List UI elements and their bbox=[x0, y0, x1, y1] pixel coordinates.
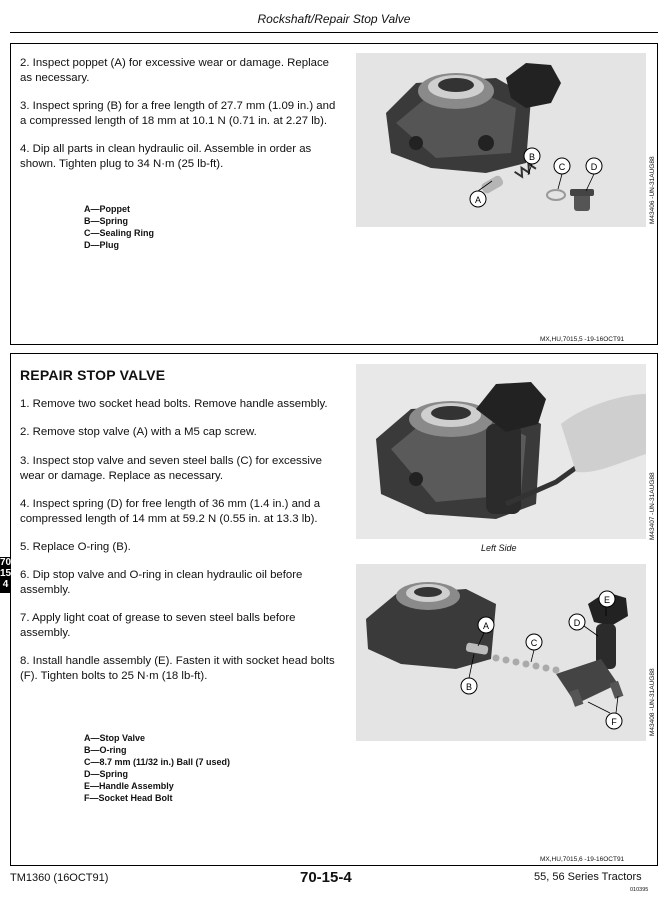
footer-code: 010395 bbox=[630, 887, 649, 893]
section-inspect-poppet bbox=[10, 43, 658, 345]
callout-d: D bbox=[590, 162, 598, 172]
figure-illustration bbox=[356, 564, 646, 741]
callout-d: D bbox=[573, 618, 581, 628]
step-3: 3. Inspect stop valve and seven steel balls (C) for excessive wear or damage. Replace as necessary. bbox=[20, 455, 322, 482]
step-5: 5. Replace O-ring (B). bbox=[20, 541, 131, 553]
legend-item: E—Handle Assembly bbox=[84, 781, 174, 791]
footer-model: 55, 56 Series Tractors bbox=[534, 871, 642, 883]
callout-a: A bbox=[482, 621, 490, 631]
step-3: 3. Inspect spring (B) for a free length of 27.7 mm (1.09 in.) and a compressed length of 18 mm at 10.1 N (0.71 in. at 2.27 lb). bbox=[20, 100, 336, 127]
tab-page: 4 bbox=[2, 579, 9, 590]
footer-manual-id: TM1360 (16OCT91) bbox=[10, 872, 109, 884]
step-1: 1. Remove two socket head bolts. Remove handle assembly. bbox=[20, 398, 328, 410]
step-2: 2. Remove stop valve (A) with a M5 cap screw. bbox=[20, 426, 257, 438]
step-2: 2. Inspect poppet (A) for excessive wear or damage. Replace as necessary. bbox=[20, 57, 329, 84]
step-6: 6. Dip stop valve and O-ring in clean hydraulic oil before assembly. bbox=[20, 569, 303, 596]
section2-legend bbox=[84, 732, 230, 804]
step-7: 7. Apply light coat of grease to seven steel balls before assembly. bbox=[20, 612, 296, 639]
section-title: REPAIR STOP VALVE bbox=[20, 367, 166, 383]
callout-c: C bbox=[558, 162, 566, 172]
step-4: 4. Inspect spring (D) for free length of 36 mm (1.4 in.) and a compressed length of 14 mm at 59.2 N (0.55 in. at 13.3 lb). bbox=[20, 498, 321, 525]
legend-item: D—Plug bbox=[84, 240, 119, 250]
section2-text bbox=[20, 397, 338, 684]
step-8: 8. Install handle assembly (E). Fasten it with socket head bolts (F). Tighten bolts to 25 N·m (18 lb-ft). bbox=[20, 655, 335, 682]
reference-code: MX,HU,7015,5 -19-16OCT91 bbox=[540, 336, 625, 343]
legend-item: A—Poppet bbox=[84, 204, 130, 214]
callout-f: F bbox=[611, 717, 617, 727]
section-repair-stop-valve bbox=[10, 353, 658, 866]
footer-page-number: 70-15-4 bbox=[300, 869, 352, 886]
legend-item: B—O-ring bbox=[84, 745, 127, 755]
header-rule bbox=[10, 32, 658, 33]
legend-item: C—8.7 mm (11/32 in.) Ball (7 used) bbox=[84, 757, 231, 767]
callout-e: E bbox=[603, 595, 611, 605]
callout-c: C bbox=[530, 638, 538, 648]
callout-a: A bbox=[474, 195, 482, 205]
legend-item: D—Spring bbox=[84, 769, 128, 779]
legend-item: A—Stop Valve bbox=[84, 733, 146, 743]
section1-text bbox=[20, 56, 338, 172]
figure-code: M43406 -UN-31AUG88 bbox=[649, 156, 656, 224]
figure-code: M43408 -UN-31AUG88 bbox=[649, 668, 656, 736]
figure-illustration bbox=[356, 53, 646, 227]
figure-left-side bbox=[356, 364, 646, 539]
step-4: 4. Dip all parts in clean hydraulic oil. Assemble in order as shown. Tighten plug to 34 N·m (25 lb-ft). bbox=[20, 143, 312, 170]
figure-stop-valve-exploded bbox=[356, 564, 646, 741]
legend-item: F—Socket Head Bolt bbox=[84, 793, 173, 803]
reference-code: MX,HU,7015,6 -19-16OCT91 bbox=[540, 856, 625, 863]
legend-item: B—Spring bbox=[84, 216, 128, 226]
callout-b: B bbox=[528, 152, 536, 162]
figure-caption: Left Side bbox=[481, 543, 517, 553]
figure-stop-valve-parts bbox=[356, 53, 646, 227]
section-tab-marker bbox=[0, 557, 11, 593]
section1-legend bbox=[84, 203, 154, 251]
figure-code: M43407 -UN-31AUG88 bbox=[649, 472, 656, 540]
tab-group: 70 bbox=[0, 557, 12, 568]
callout-b: B bbox=[465, 682, 473, 692]
figure-illustration bbox=[356, 364, 646, 539]
running-header: Rockshaft/Repair Stop Valve bbox=[257, 12, 411, 26]
tab-section: 15 bbox=[0, 568, 12, 579]
legend-item: C—Sealing Ring bbox=[84, 228, 155, 238]
